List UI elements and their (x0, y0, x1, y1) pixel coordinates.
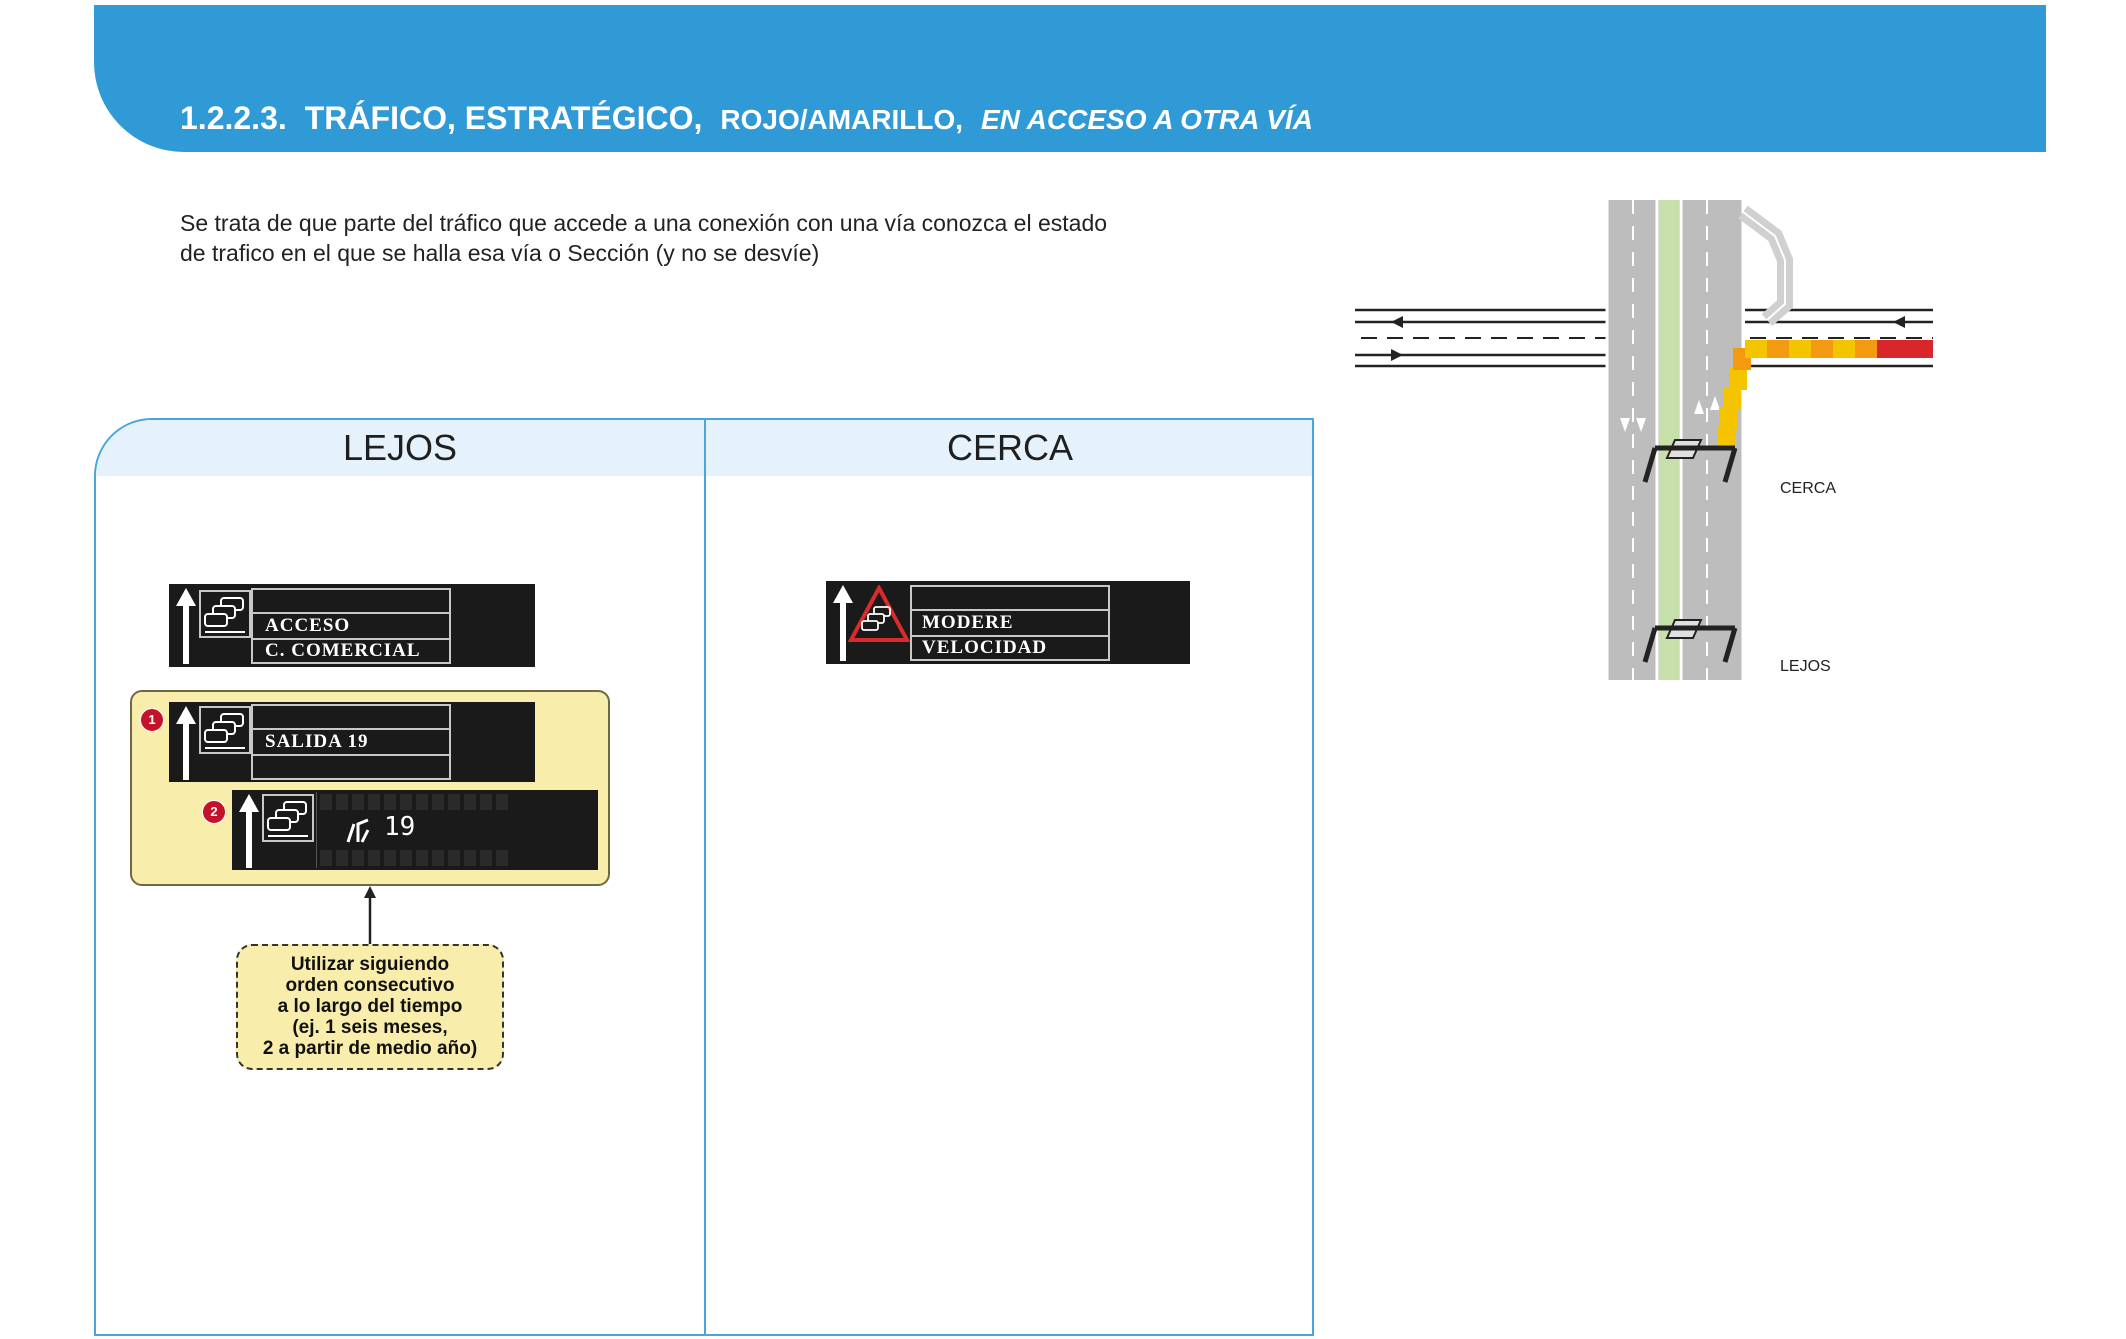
pointer-arrow (360, 886, 380, 946)
sign-modere-line1: MODERE (922, 612, 1014, 633)
note-line-5: 2 a partir de medio año) (262, 1038, 478, 1059)
row-divider (253, 612, 449, 614)
led-exit-number: 19 (384, 812, 416, 842)
note-line-3: a lo largo del tiempo (277, 996, 463, 1017)
sign-acceso-line2: C. COMERCIAL (265, 640, 421, 661)
title-italic: EN ACCESO A OTRA VÍA (981, 104, 1313, 135)
title-main: TRÁFICO, ESTRATÉGICO, (304, 100, 703, 136)
panel-header-lejos: LEJOS (96, 420, 704, 476)
row-divider (253, 754, 449, 756)
sign-modere-line2: VELOCIDAD (922, 637, 1048, 658)
congestion-icon-frame (262, 794, 314, 842)
page-title (180, 100, 1313, 137)
row-divider (253, 728, 449, 730)
road-label-lejos: LEJOS (1780, 658, 1831, 675)
congestion-cars-icon (201, 708, 249, 752)
usage-note (236, 944, 504, 1070)
congestion-icon-frame (199, 706, 251, 754)
exit-ramp-icon (344, 816, 372, 844)
sign-led (232, 790, 598, 870)
badge-2: 2 (202, 800, 226, 824)
arrow-up-left-icon (173, 704, 199, 782)
intro-text (180, 208, 1200, 268)
led-divider (316, 792, 317, 868)
row-divider (912, 609, 1108, 611)
sign-acceso (169, 584, 535, 667)
intro-line-1: Se trata de que parte del tráfico que accede a una conexión con una vía conozca el estado (180, 210, 1108, 236)
arrow-up-left-icon (173, 586, 199, 666)
sign-salida-line1: SALIDA 19 (265, 731, 369, 752)
intro-line-2: de trafico en el que se halla esa vía o Sección (y no se desvíe) (180, 240, 820, 266)
congestion-icon-frame (199, 590, 251, 638)
note-line-4: (ej. 1 seis meses, (292, 1017, 448, 1038)
congestion-cars-icon (201, 592, 249, 636)
sign-acceso-line1: ACCESO (265, 615, 351, 636)
sign-salida (169, 702, 535, 782)
panel-divider (704, 420, 706, 1336)
arrow-up-left-icon (236, 792, 262, 870)
note-line-1: Utilizar siguiendo (290, 954, 450, 975)
badge-1: 1 (140, 708, 164, 732)
road-label-cerca: CERCA (1780, 480, 1837, 497)
warning-triangle-icon (848, 585, 910, 643)
road-diagram (1355, 200, 1935, 690)
note-line-2: orden consecutivo (285, 975, 455, 996)
sign-modere (826, 581, 1190, 664)
title-sub: ROJO/AMARILLO, (720, 104, 964, 135)
section-number: 1.2.2.3. (180, 100, 287, 136)
congestion-cars-icon (264, 796, 312, 840)
panel-header-cerca: CERCA (706, 420, 1314, 476)
